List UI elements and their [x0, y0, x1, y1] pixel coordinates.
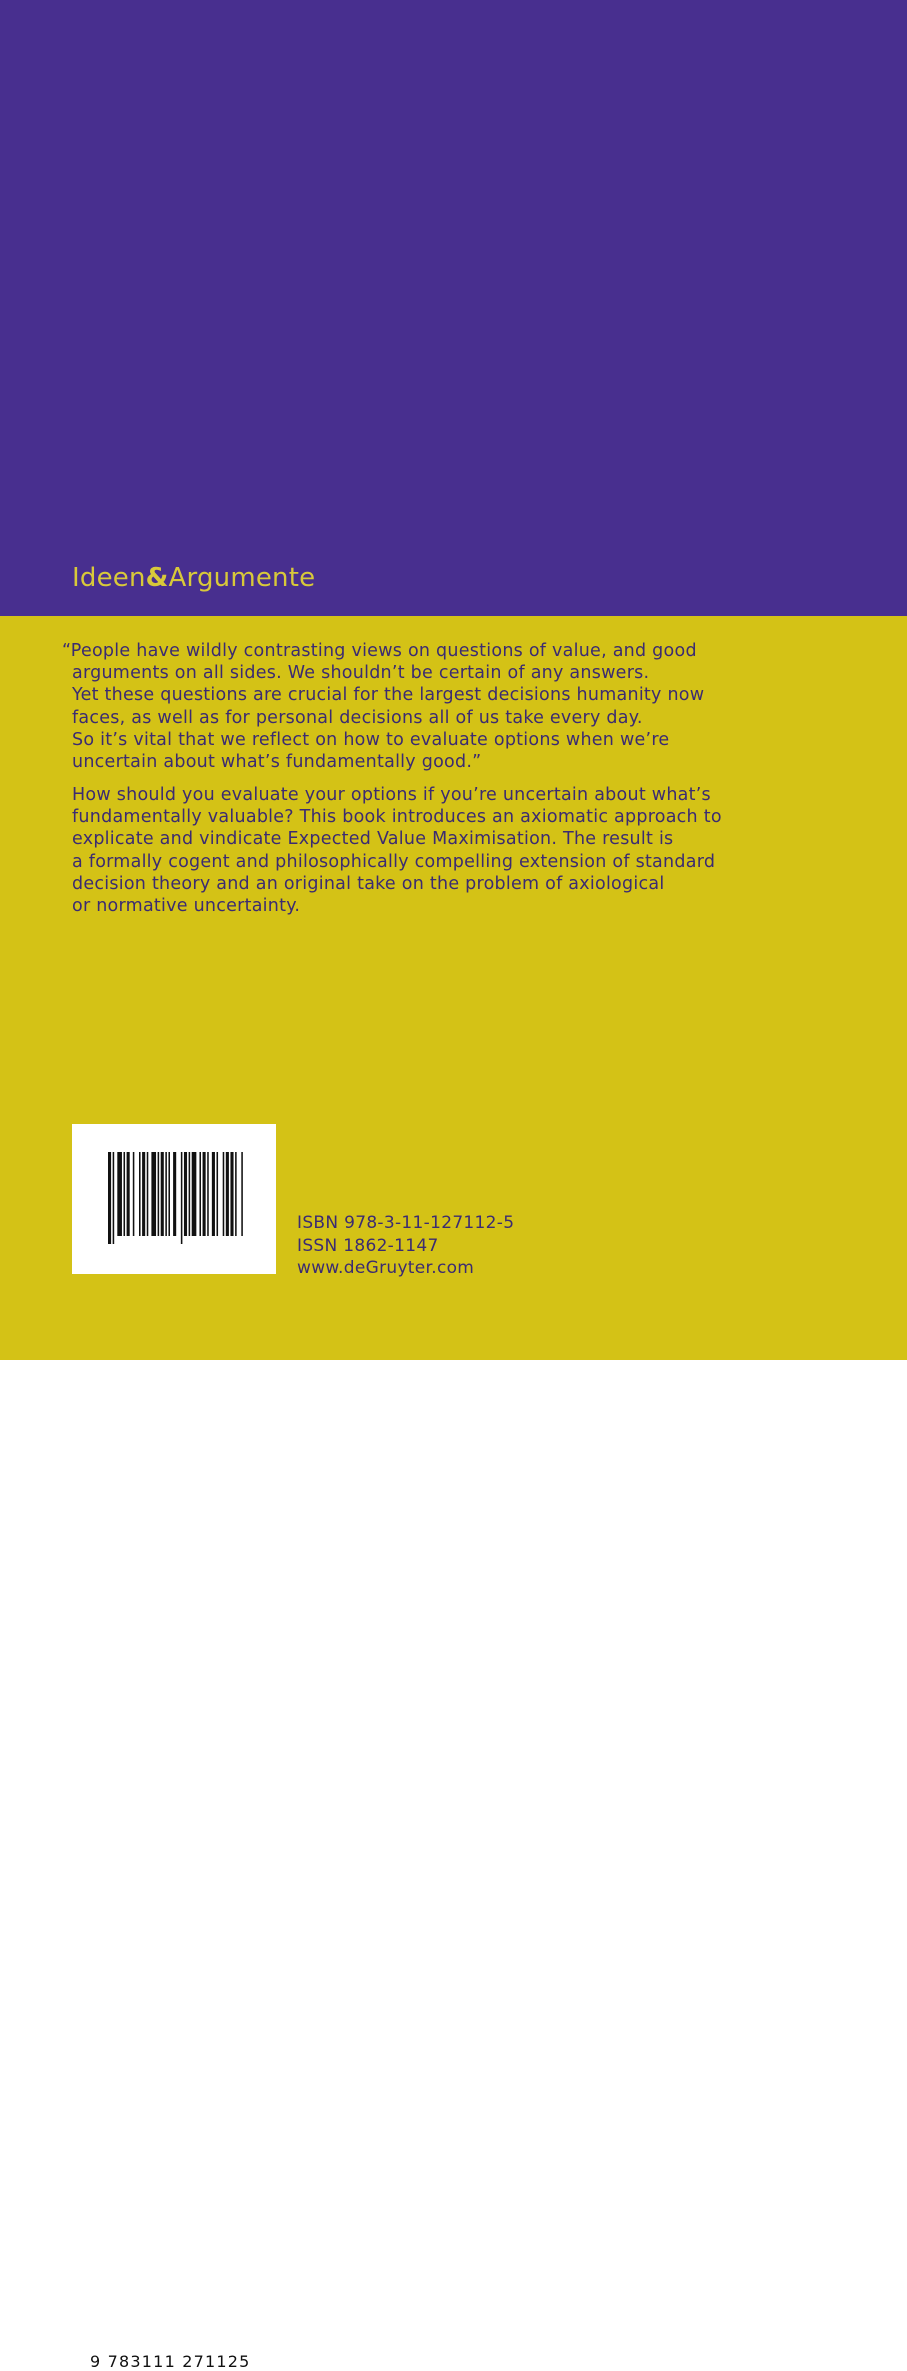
barcode-panel [72, 1124, 276, 2371]
barcode-bar [165, 1152, 167, 1236]
barcode-bar [235, 1152, 237, 1236]
series-title-part1: Ideen [72, 563, 146, 593]
barcode-bar [127, 1152, 130, 1236]
series-title-ampersand: & [145, 563, 169, 593]
quote-line: So it’s vital that we reflect on how to evaluate options when we’re [72, 729, 670, 750]
issn-text: ISSN 1862-1147 [297, 1235, 439, 1256]
quote-line: faces, as well as for personal decisions all of us take every day. [72, 707, 643, 728]
barcode-bar [184, 1152, 187, 1236]
barcode-bar [192, 1152, 197, 1236]
barcode-bar [203, 1152, 206, 1236]
barcode-bar [147, 1152, 149, 1236]
publication-info [297, 1212, 514, 1280]
barcode-number: 9 783111 271125 [90, 2352, 251, 2371]
quote-line: arguments on all sides. We shouldn’t be certain of any answers. [72, 663, 650, 684]
barcode-bar [108, 1152, 111, 1244]
barcode-bar [217, 1152, 219, 1236]
series-title-part2: Argumente [168, 563, 316, 593]
barcode-bar [226, 1152, 229, 1236]
publisher-website: www.deGruyter.com [297, 1258, 475, 1279]
barcode-bar [158, 1152, 160, 1236]
cover-top-band [0, 0, 907, 616]
barcode-bar [168, 1152, 170, 1236]
barcode-bar [189, 1152, 191, 1236]
book-description [72, 784, 752, 917]
barcode-bar [151, 1152, 156, 1236]
barcode-bar [124, 1152, 126, 1236]
barcode-bar [199, 1152, 201, 1236]
barcode-bar [161, 1152, 164, 1236]
barcode-icon [72, 1124, 276, 1274]
barcode-bar [173, 1152, 176, 1236]
description-line: explicate and vindicate Expected Value Maximisation. The result is [72, 829, 674, 850]
barcode-bar [139, 1152, 141, 1236]
barcode-bar [207, 1152, 209, 1236]
barcode-bar [142, 1152, 145, 1236]
barcode-bar [212, 1152, 215, 1236]
barcode-bar [230, 1152, 233, 1236]
barcode-bar [181, 1152, 183, 1244]
series-title [72, 563, 315, 593]
description-line: fundamentally valuable? This book introduces an axiomatic approach to [72, 807, 722, 828]
barcode-bar [117, 1152, 122, 1236]
barcode-bar [223, 1152, 225, 1236]
isbn-text: ISBN 978-3-11-127112-5 [297, 1213, 515, 1233]
description-line: or normative uncertainty. [72, 896, 301, 917]
description-line: How should you evaluate your options if you’re uncertain about what’s [72, 785, 711, 805]
endorsement-quote [62, 640, 742, 773]
barcode-bar [241, 1152, 243, 1236]
description-line: a formally cogent and philosophically compelling extension of standard [72, 851, 716, 872]
quote-line: “People have wildly contrasting views on questions of value, and good [62, 641, 697, 661]
quote-line: Yet these questions are crucial for the largest decisions humanity now [72, 685, 705, 706]
barcode-bar [113, 1152, 115, 1244]
quote-line: uncertain about what’s fundamentally good.” [72, 752, 482, 773]
barcode-bar [133, 1152, 135, 1236]
description-line: decision theory and an original take on the problem of axiological [72, 873, 665, 894]
